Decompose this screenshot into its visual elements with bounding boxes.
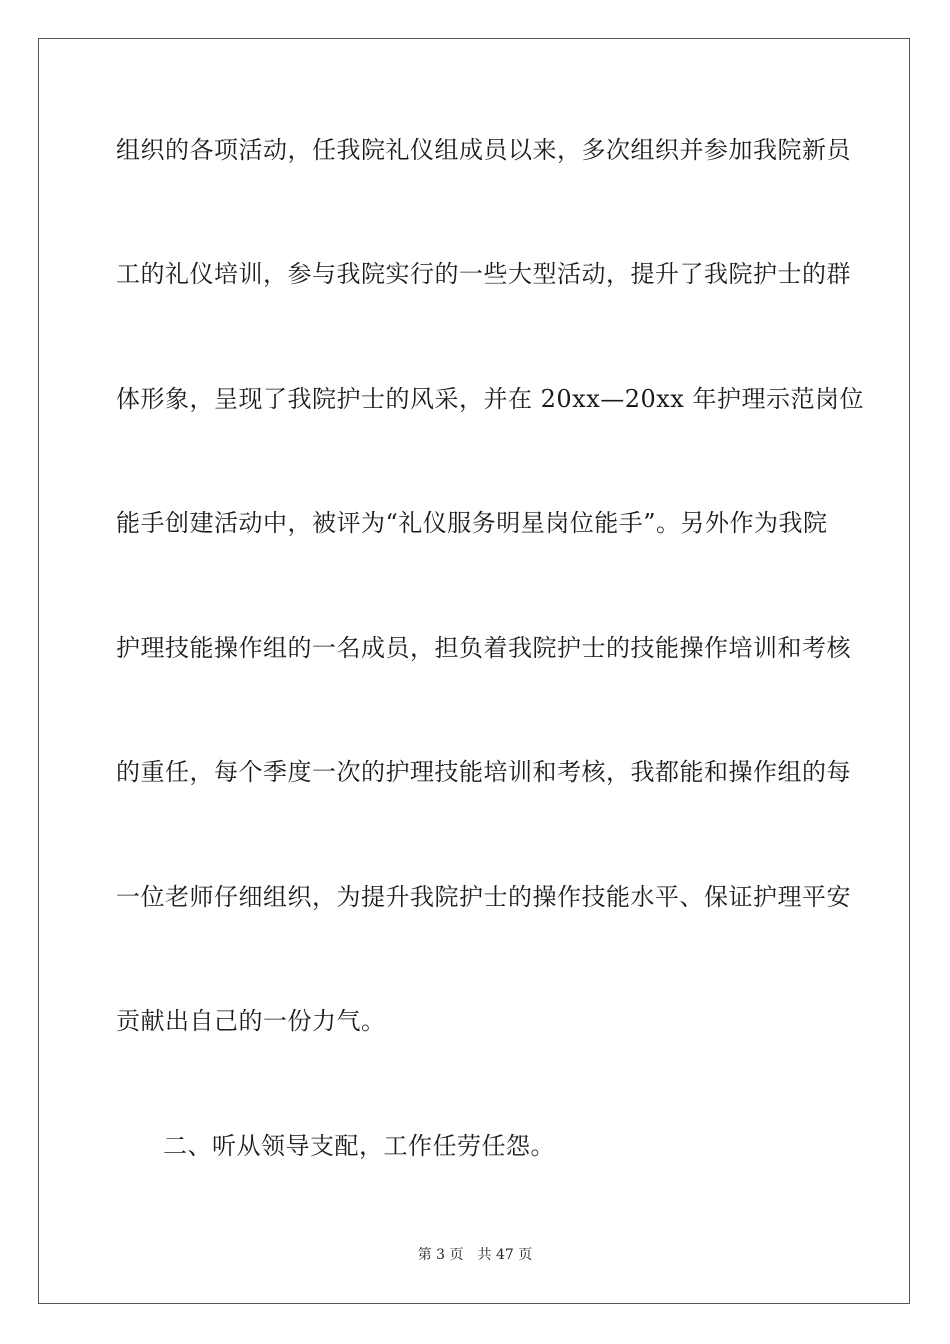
page-number: 第 3 页 bbox=[417, 1247, 464, 1263]
body-text-line-8: 贡献出自己的一份力气。 bbox=[116, 1007, 386, 1035]
body-text-line-2: 工的礼仪培训，参与我院实行的一些大型活动，提升了我院护士的群 bbox=[116, 260, 851, 288]
body-text-line-7: 一位老师仔细组织，为提升我院护士的操作技能水平、保证护理平安 bbox=[116, 883, 851, 911]
page-footer bbox=[0, 1246, 950, 1264]
body-text-line-4: 能手创建活动中，被评为“礼仪服务明星岗位能手”。另外作为我院 bbox=[116, 509, 828, 537]
body-text-line-3: 体形象，呈现了我院护士的风采，并在 20xx—20xx 年护理示范岗位 bbox=[116, 385, 864, 413]
body-text-line-5: 护理技能操作组的一名成员，担负着我院护士的技能操作培训和考核 bbox=[116, 634, 851, 662]
page-border bbox=[38, 38, 910, 1304]
body-text-line-6: 的重任，每个季度一次的护理技能培训和考核，我都能和操作组的每 bbox=[116, 758, 851, 786]
body-text-line-1: 组织的各项活动，任我院礼仪组成员以来，多次组织并参加我院新员 bbox=[116, 136, 851, 164]
section-heading: 二、听从领导支配，工作任劳任怨。 bbox=[163, 1132, 555, 1160]
total-pages: 共 47 页 bbox=[477, 1247, 533, 1263]
